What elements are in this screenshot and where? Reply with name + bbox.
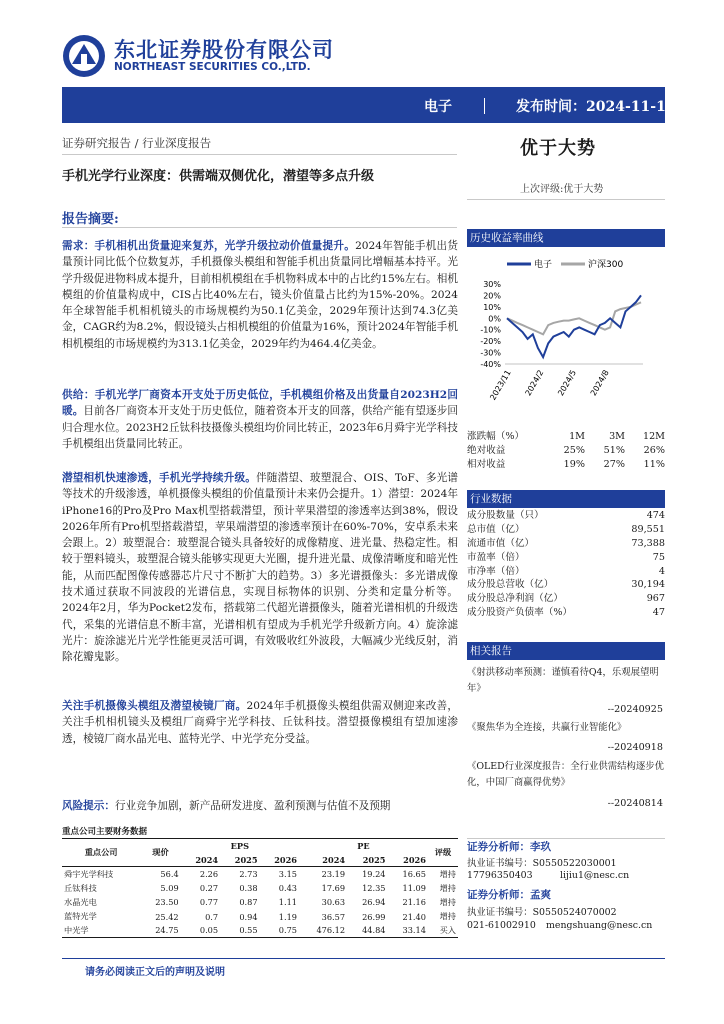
table-row [467,578,665,592]
table-cell: 0.38 [239,883,258,894]
paragraph-lead: 供给：手机光学厂商资本开支处于历史低位，手机模组价格及出货量自2023H2回暖。 [62,389,458,418]
table-cell: 0.05 [181,924,220,938]
table-cell: 成分股总净利润（亿） [467,593,563,605]
table-cell: 水晶光电 [64,896,97,907]
related-report-date: --20240925 [607,704,663,715]
table-row [467,551,665,565]
table-cell: 476.12 [299,924,347,938]
table-cell: 增持 [439,896,456,907]
legend-electronics: 电子 [534,260,553,270]
paragraph-lead: 关注手机摄像头模组及潜望棱镜厂商。 [62,700,247,712]
related-report-link[interactable]: 《聚焦华为全连接，共赢行业智能化》 [467,722,627,733]
table-row [62,924,458,938]
header-year: 2026 [260,853,299,867]
table-cell: 33.14 [388,924,428,938]
banner-industry: 电子 [424,99,452,115]
table-cell: 中光学 [62,924,140,938]
analyst-phone: 021-61002910 [467,920,536,931]
table-cell: 11.09 [402,883,426,894]
table-cell: 474 [646,510,665,521]
header-price: 现价 [140,839,180,867]
previous-rating: 上次评级:优于大势 [520,184,604,195]
table-row [467,523,665,537]
report-title: 手机光学行业深度：供需端双侧优化，潜望等多点升级 [62,169,375,184]
table-cell: 0.55 [220,924,259,938]
paragraph-body: 目前各厂商资本开支处于历史低位，随着资本开支的回落，供给产能有望逐步回归合理水位。2023H2丘钛科技摄像头模组均价同比转正，2023年6月舜宇光学科技手机模组出货量同比转正。 [62,405,459,450]
table-cell: 30,194 [631,579,665,591]
table-cell: 26% [643,445,665,456]
paragraph-demand [62,238,458,352]
table-cell: 0.75 [260,924,299,938]
table-cell: 3.15 [278,869,298,880]
table-cell: 23.19 [321,869,346,880]
table-cell: 0.43 [278,883,298,894]
y-tick-label: -10% [480,325,501,335]
table-row [62,881,458,895]
related-report-link[interactable]: 《OLED行业深度报告：全行业供需结构逐步优化，中国厂商赢得优势》 [467,761,665,788]
table-cell: 89,551 [631,523,665,535]
x-tick-label: 2024/5 [556,368,579,398]
table-cell: 绝对收益 [467,445,506,456]
header-year: 2024 [299,853,347,867]
footer-disclaimer[interactable]: 请务必阅读正文后的声明及说明 [85,967,225,978]
table-cell: 30.63 [321,897,346,908]
paragraph-supply [62,387,458,452]
table-cell: 流通市值（亿） [467,537,535,549]
table-cell: 75 [652,551,665,563]
paragraph-risk [62,798,458,814]
paragraph-body: 2024年智能手机出货量预计同比低个位数复苏，手机摄像头模组和智能手机出货量同比增幅基本持平。光学升级促进物料成本提升，目前相机模组在手机物料成本中的占比约15%左右。相机模组的价值量构成中，CIS占比40%左右，镜头价值量占比约为15%-20%。2024年全球智能手机相机镜头的市场规模约为50.1亿美金，2029年预计达到74.3亿美金，CAGR约为8.2%，假设镜头占相机模组的价值量为16%，预计2024年智能手机相机模组的市场规模约为313.1亿美金，2029年约为464.4亿美金。 [62,240,458,350]
table-header-row [62,839,458,853]
returns-header-1m: 1M [569,431,585,442]
header-year: 2025 [220,853,259,867]
breadcrumb: 证券研究报告 / 行业深度报告 [62,136,212,150]
table-cell: 0.87 [239,897,258,908]
company-name-cn: 东北证券股份有限公司 [114,38,334,62]
paragraph-lead: 风险提示： [62,800,115,812]
analyst-name: 证券分析师：孟爽 [467,889,551,901]
paragraph-lead: 需求：手机相机出货量迎来复苏，光学升级拉动价值量提升。 [62,240,356,252]
returns-header-row [467,430,665,444]
table-cell: 舜宇光学科技 [64,868,114,879]
table-cell: 成分股资产负债率（%） [467,607,573,619]
table-cell: 2.26 [199,869,219,880]
header-year: 2024 [181,853,220,867]
y-tick-label: -40% [480,360,501,369]
paragraph-body: 行业竞争加剧，新产品研发进度、盈利预测与估值不及预期 [114,800,391,812]
table-cell: 蓝特光学 [64,911,97,922]
summary-title: 报告摘要: [62,212,119,227]
table-cell: 增持 [439,911,456,922]
related-header: 相关报告 [467,642,665,660]
footer-divider [62,958,665,959]
y-tick-label: -20% [480,337,501,347]
header-year: 2026 [388,853,428,867]
header-eps: EPS [181,839,299,853]
returns-header-3m: 3M [609,431,625,442]
stock-table-title: 重点公司主要财务数据 [62,827,148,837]
table-cell: 19% [563,459,585,470]
table-cell: 4 [658,565,665,577]
table-cell: 56.4 [160,869,179,880]
table-cell: 36.57 [321,911,346,922]
company-logo-icon [62,34,106,78]
table-cell: 相对收益 [467,459,506,470]
table-row [467,592,665,606]
table-cell: 967 [646,593,665,605]
table-cell: 21.40 [402,911,426,922]
table-cell: 23.50 [155,897,179,908]
divider [62,154,457,155]
header-pe: PE [299,839,428,853]
table-cell: 增持 [439,868,456,879]
paragraph-body: 伴随潜望、玻塑混合、OIS、ToF、多光谱等技术的升级渗透，单机摄像头模组的价值量预计未来仍会提升。1）潜望：2024年iPhone16的Pro及Pro Max机型搭载潜望，预计苹果潜望的渗透率达到38%，假设2026年所有Pro机型搭载潜望，苹果端潜望的渗透率预计在60%-70%，安卓系未来会跟上。2）玻塑混合：玻塑混合镜头具备较好的成像精度、进光量、热稳定性。相较于塑料镜头，玻塑混合镜头能够实现更大光圈，提升进光量、成像清晰度和暗光性能，从而匹配图像传感器芯片尺寸不断扩大的趋势。3）多光谱摄像头：多光谱成像技术通过获取不同波段的光谱信息，实现目标物体的识别、分类和定量分析等。2024年2月，华为Pocket2发布，搭载第二代超光谱摄像头，随着光谱相机的升级迭代，采集的光谱信息不断丰富，光谱相机有望成为手机光学升级新方向。4）旋涂滤光片：旋涂滤光片光学性能更灵活可调，有效吸收红外波段，大幅减少光线反射，消除花瓣鬼影。 [62,472,458,664]
table-cell: 总市值（亿） [467,523,525,535]
header-company: 重点公司 [62,839,140,867]
legend-hs300: 沪深300 [588,260,624,270]
related-report-date: --20240814 [607,798,663,809]
y-tick-label: 0% [488,314,501,324]
table-row [467,606,665,620]
banner-date: 发布时间：2024-11-12 [516,99,676,115]
table-cell: 成分股数量（只） [467,510,544,521]
table-cell: 24.75 [140,924,180,938]
table-cell: 19.24 [362,869,386,880]
x-tick-label: 2024/2 [523,368,546,398]
table-cell: 11% [643,459,665,470]
table-cell: 26.99 [362,911,386,922]
divider [467,199,665,200]
table-row [62,867,458,881]
table-row [467,509,665,523]
table-row [467,565,665,579]
divider [62,227,457,228]
table-cell: 1.11 [278,897,298,908]
y-tick-label: -30% [480,348,501,358]
table-cell: 0.27 [199,883,219,894]
table-cell: 市净率（倍） [467,565,525,577]
table-cell: 0.7 [205,911,219,922]
rating: 优于大势 [520,138,596,159]
stock-table [62,838,458,938]
company-name-en: NORTHEAST SECURITIES CO.,LTD. [114,61,311,73]
table-cell: 成分股总营收（亿） [467,579,554,591]
table-cell: 25.42 [155,911,179,922]
table-cell: 12.35 [362,883,386,894]
banner-divider [484,98,485,114]
table-cell: 0.77 [199,897,219,908]
returns-header-12m: 12M [642,431,665,442]
table-row [62,895,458,909]
table-cell: 1.19 [278,911,298,922]
table-cell: 44.84 [347,924,387,938]
table-cell: 0.94 [239,911,258,922]
analyst-email[interactable]: mengshuang@nesc.cn [546,920,653,931]
header-rating: 评级 [428,839,458,867]
returns-table [467,430,665,472]
paragraph-lead: 潜望相机快速渗透，手机光学持续升级。 [62,472,257,484]
returns-row-absolute [467,444,665,458]
table-cell: 市盈率（倍） [467,551,525,563]
paragraph-body: 2024年手机摄像头模组供需双侧迎来改善，关注手机相机镜头及模组厂商舜宇光学科技、丘钛科技。潜望摄像模组有望加速渗透，棱镜厂商水晶光电、蓝特光学、中光学充分受益。 [62,700,458,745]
table-cell: 17.69 [321,883,346,894]
returns-row-relative [467,458,665,472]
table-row [467,537,665,551]
table-cell: 26.94 [362,897,386,908]
x-tick-label: 2023/11 [488,368,513,402]
market-header: 行业数据 [467,490,665,508]
related-report-date: --20240918 [607,742,663,753]
analyst-cert: 执业证书编号：S0550524070002 [467,907,617,918]
table-cell: 增持 [439,882,456,893]
table-cell: 73,388 [631,537,665,549]
market-data-table [467,509,665,620]
table-cell: 21.16 [402,897,426,908]
y-tick-label: 20% [483,291,501,301]
x-tick-label: 2024/8 [588,368,611,398]
table-cell: 27% [603,459,625,470]
analyst-cert: 执业证书编号：S0550522030001 [467,858,617,869]
table-cell: 买入 [428,924,458,938]
related-report-link[interactable]: 《射洪移动率预测：谨慎看待Q4，乐观展望明年》 [467,667,659,694]
returns-header-label: 涨跌幅（%） [467,431,525,442]
header-year: 2025 [347,853,387,867]
y-tick-label: 30% [483,280,501,289]
table-row [62,909,458,923]
chart-header: 历史收益率曲线 [467,229,665,247]
table-cell: 47 [652,607,665,619]
table-cell: 2.73 [239,869,258,880]
paragraph-periscope [62,470,458,666]
y-tick-label: 10% [483,302,501,312]
analyst-phone: 17796350403 [467,870,533,881]
return-chart [467,252,665,424]
table-cell: 丘钛科技 [64,882,97,893]
analyst-email[interactable]: lijiu1@nesc.cn [560,870,630,881]
table-cell: 5.09 [160,883,179,894]
table-cell: 25% [563,445,585,456]
table-cell: 16.65 [402,869,426,880]
analyst-name: 证券分析师：李玖 [467,841,551,853]
table-cell: 51% [603,445,625,456]
paragraph-focus [62,698,458,747]
